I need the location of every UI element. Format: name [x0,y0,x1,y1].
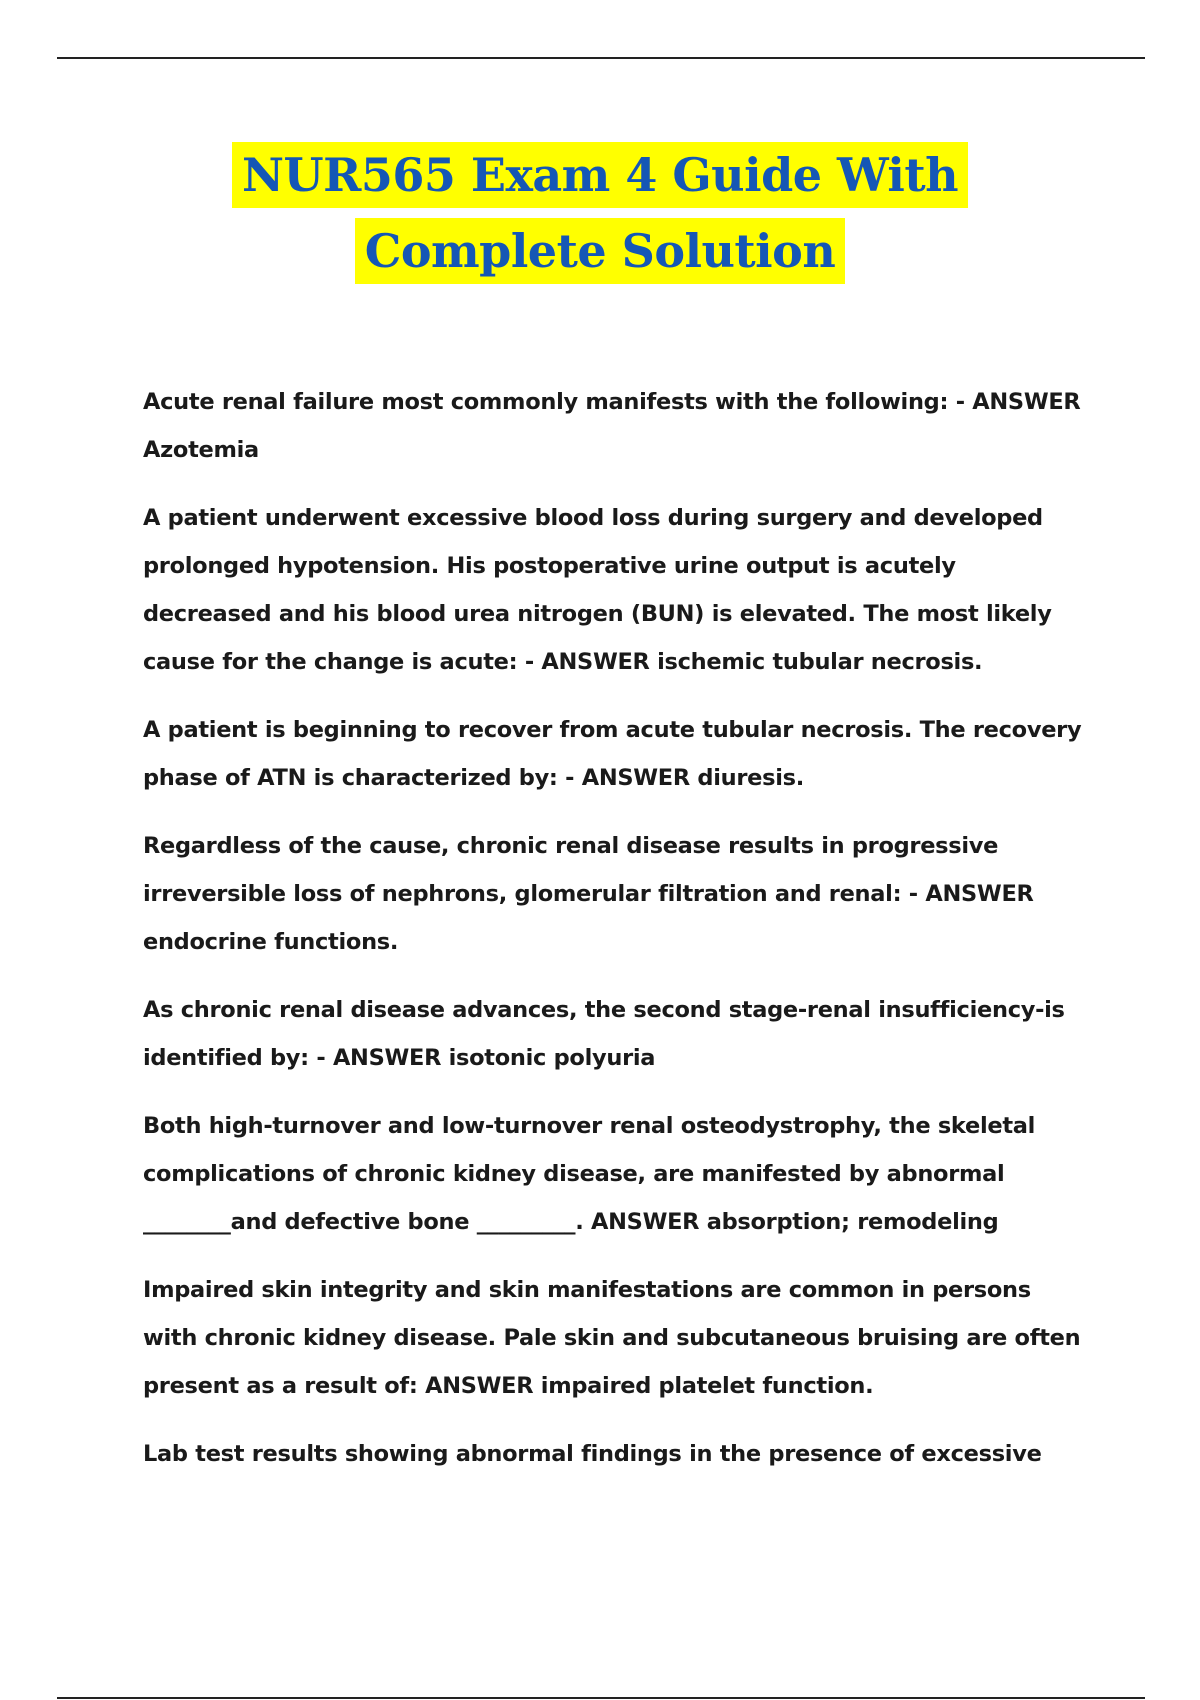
header-rule [57,57,1145,59]
footer-rule [57,1697,1145,1699]
qa-item: Regardless of the cause, chronic renal disease results in progressive irreversible loss of nephrons, glomerular filtration and renal: - ANSWER endocrine functions. [143,833,1034,955]
qa-item: As chronic renal disease advances, the second stage-renal insufficiency-is identified by: - ANSWER isotonic polyuria [143,997,1065,1071]
qa-item: Impaired skin integrity and skin manifestations are common in persons with chronic kidney disease. Pale skin and subcutaneous bruising are often present as a result of: ANSWER impaired platelet function. [143,1277,1081,1399]
title-line-1: NUR565 Exam 4 Guide With [232,142,968,208]
question-answer-list [143,378,1083,1498]
qa-item: Both high-turnover and low-turnover renal osteodystrophy, the skeletal complications of chronic kidney disease, are manifested by abnormal ________and defective bone _________. ANSWER absorption; remodeling [143,1113,1036,1235]
title-line-2: Complete Solution [355,218,846,284]
document-title [0,142,1200,284]
qa-item: A patient is beginning to recover from acute tubular necrosis. The recovery phase of ATN is characterized by: - ANSWER diuresis. [143,717,1082,791]
qa-item: Acute renal failure most commonly manifests with the following: - ANSWER Azotemia [143,389,1081,463]
qa-item: Lab test results showing abnormal findings in the presence of excessive [143,1441,1042,1467]
qa-item: A patient underwent excessive blood loss during surgery and developed prolonged hypotension. His postoperative urine output is acutely decreased and his blood urea nitrogen (BUN) is elevated. The most likely cause for the change is acute: - ANSWER ischemic tubular necrosis. [143,505,1052,675]
